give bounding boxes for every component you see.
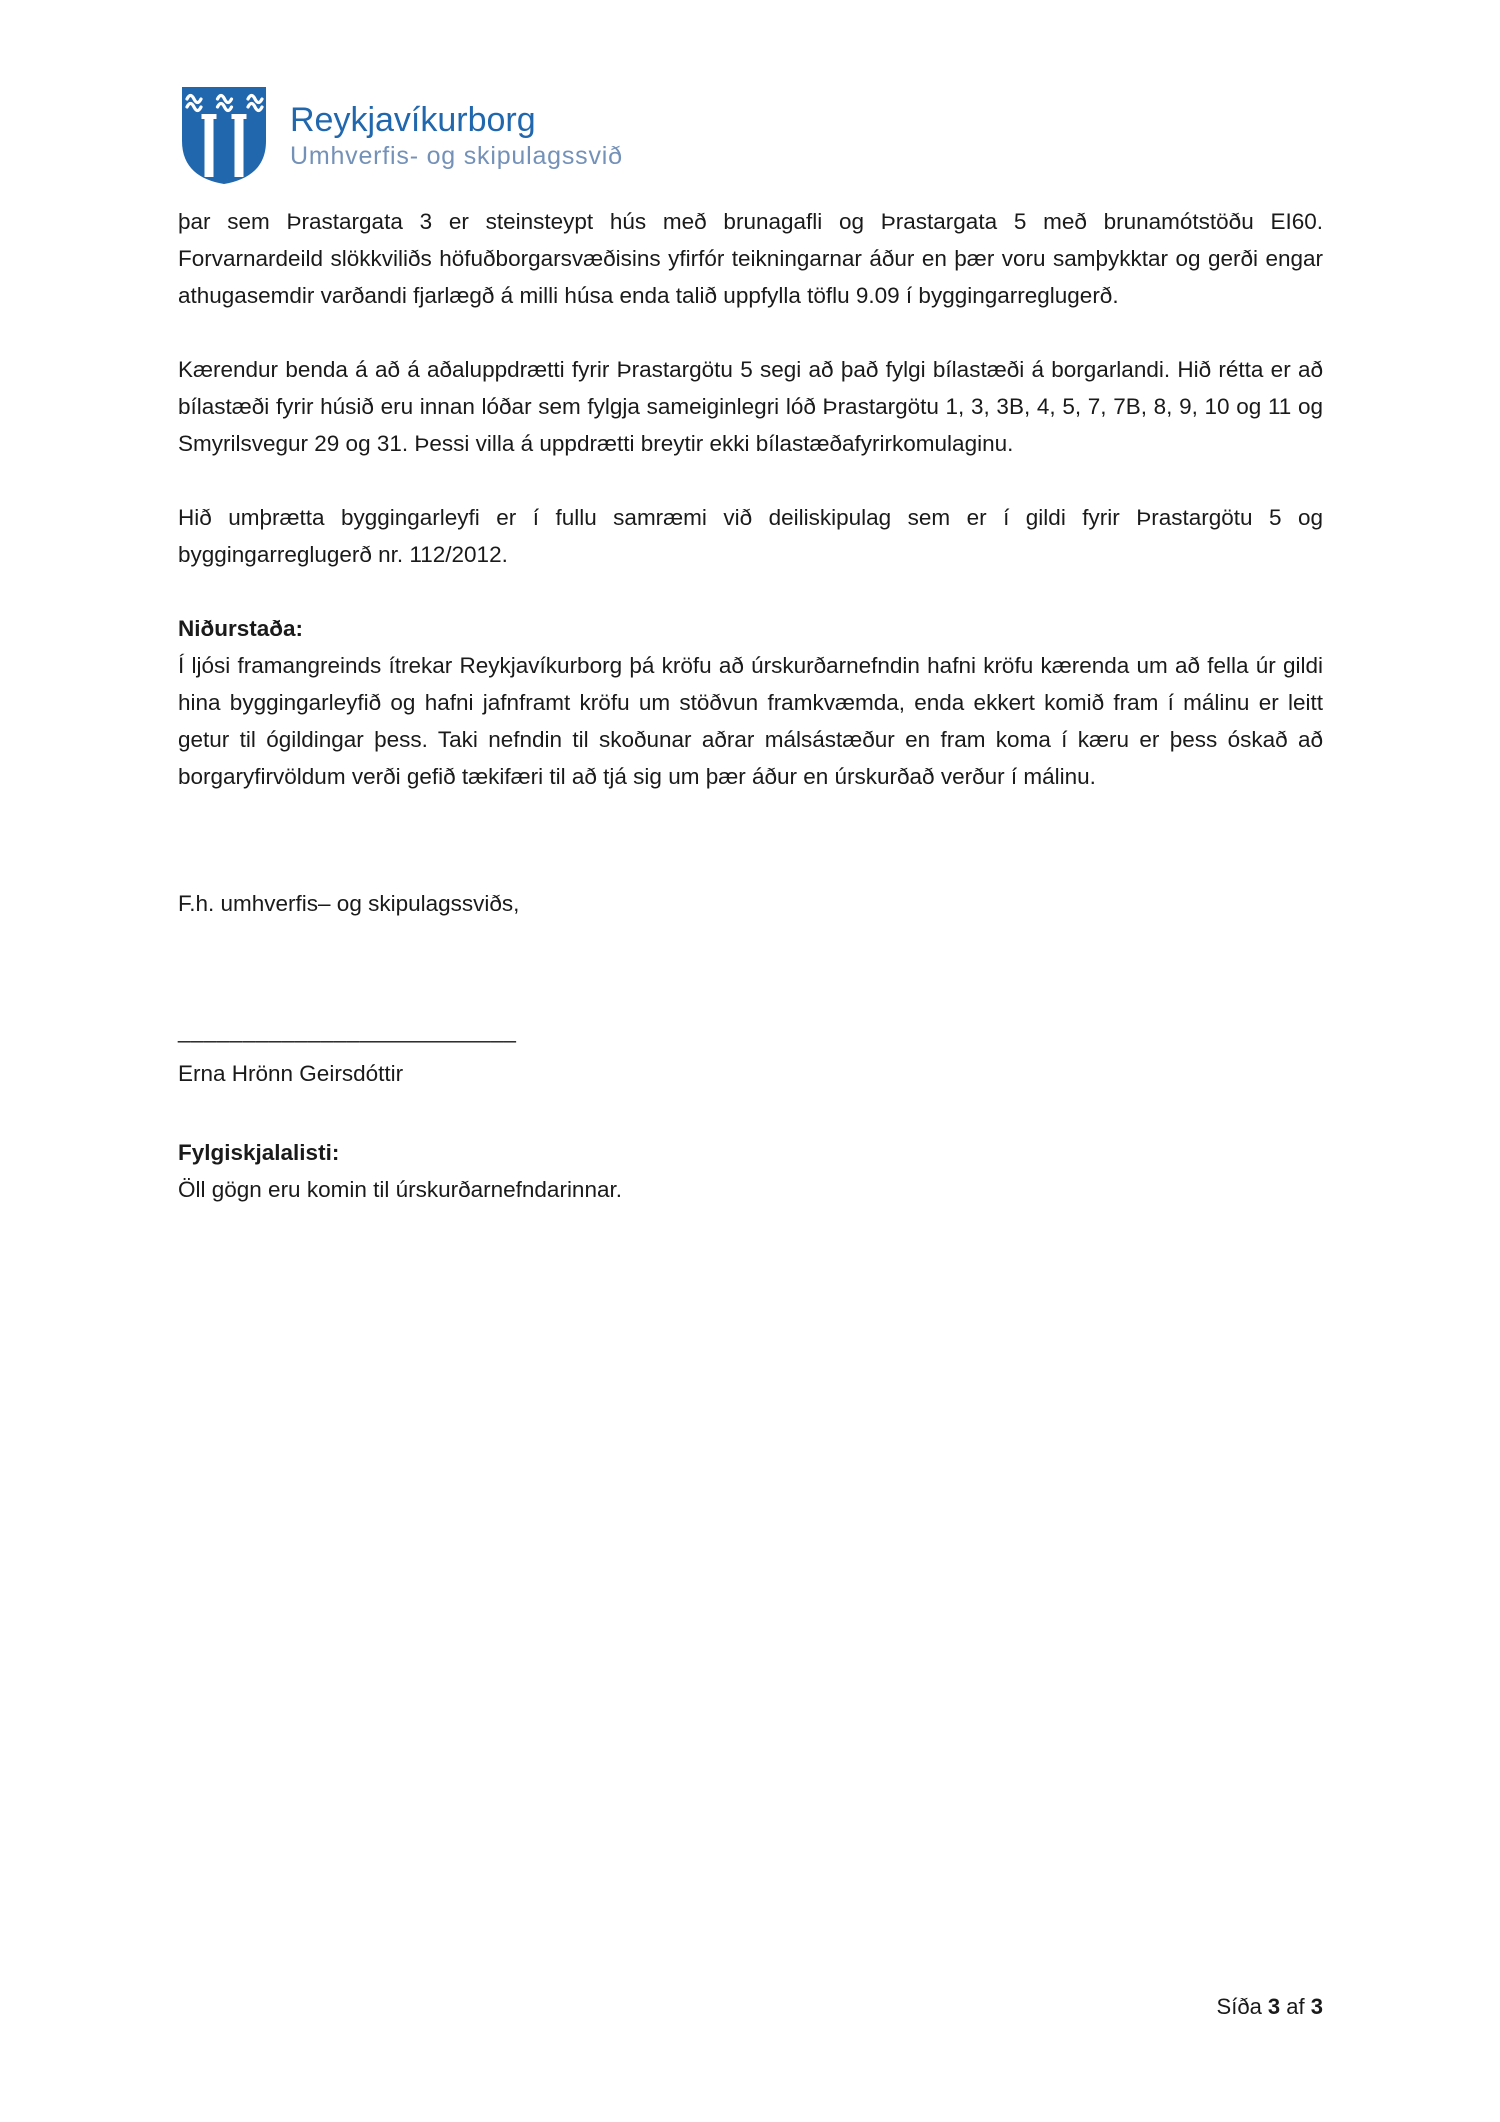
page-footer-separator: af — [1280, 1994, 1311, 2019]
conclusion-heading: Niðurstaða: — [178, 616, 304, 641]
closing-line: F.h. umhverfis– og skipulagssviðs, — [178, 891, 520, 916]
attachments-note: Öll gögn eru komin til úrskurðarnefndarinnar. — [178, 1177, 622, 1202]
paragraph-parking: Kærendur benda á að á aðaluppdrætti fyrir Þrastargötu 5 segi að það fylgi bílastæði á borgarlandi. Hið rétta er að bílastæði fyrir húsið eru innan lóðar sem fylgja sameiginlegri lóð Þrastargötu 1, 3, 3B, 4, 5, 7, 7B, 8, 9, 10 og 11 og Smyrilsvegur 29 og 31. Þessi villa á uppdrætti breytir ekki bílastæðafyrirkomulaginu. — [178, 357, 1323, 456]
total-pages: 3 — [1310, 1994, 1323, 2019]
page-number: 3 — [1267, 1994, 1281, 2019]
paragraph-building-permit: Hið umþrætta byggingarleyfi er í fullu samræmi við deiliskipulag sem er í gildi fyrir Þrastargötu 5 og byggingarreglugerð nr. 112/2012. — [178, 505, 1323, 567]
org-header — [178, 85, 1323, 187]
page-footer-prefix: Síða — [1216, 1994, 1268, 2019]
reykjavik-coat-of-arms-logo — [178, 85, 270, 187]
letter-body — [178, 203, 1323, 1208]
signer-name: Erna Hrönn Geirsdóttir — [178, 1061, 404, 1086]
paragraph-fire-safety: þar sem Þrastargata 3 er steinsteypt hús með brunagafli og Þrastargata 5 með brunamótstöðu EI60. Forvarnardeild slökkviliðs höfuðborgarsvæðisins yfirfór teikningarnar áður en þær voru samþykktar og gerði engar athugasemdir varðandi fjarlægð á milli húsa enda talið uppfylla töflu 9.09 í byggingarreglugerð. — [178, 209, 1323, 308]
org-name: Reykjavíkurborg — [290, 101, 536, 139]
attachments-heading: Fylgiskjalalisti: — [178, 1140, 340, 1165]
page-footer — [1217, 1992, 1323, 2022]
org-department: Umhverfis- og skipulagssvið — [290, 142, 623, 170]
paragraph-conclusion: Í ljósi framangreinds ítrekar Reykjavíkurborg þá kröfu að úrskurðarnefndin hafni kröfu kærenda um að fella úr gildi hina byggingarleyfið og hafni jafnframt kröfu um stöðvun framkvæmda, enda ekkert komið fram í málinu er leitt getur til ógildingar þess. Taki nefndin til skoðunar aðrar málsástæður en fram koma í kæru er þess óskað að borgaryfirvöldum verði gefið tækifæri til að tjá sig um þær áður en úrskurðað verður í málinu. — [178, 653, 1323, 789]
signature-line: __________________________ — [178, 1018, 517, 1043]
